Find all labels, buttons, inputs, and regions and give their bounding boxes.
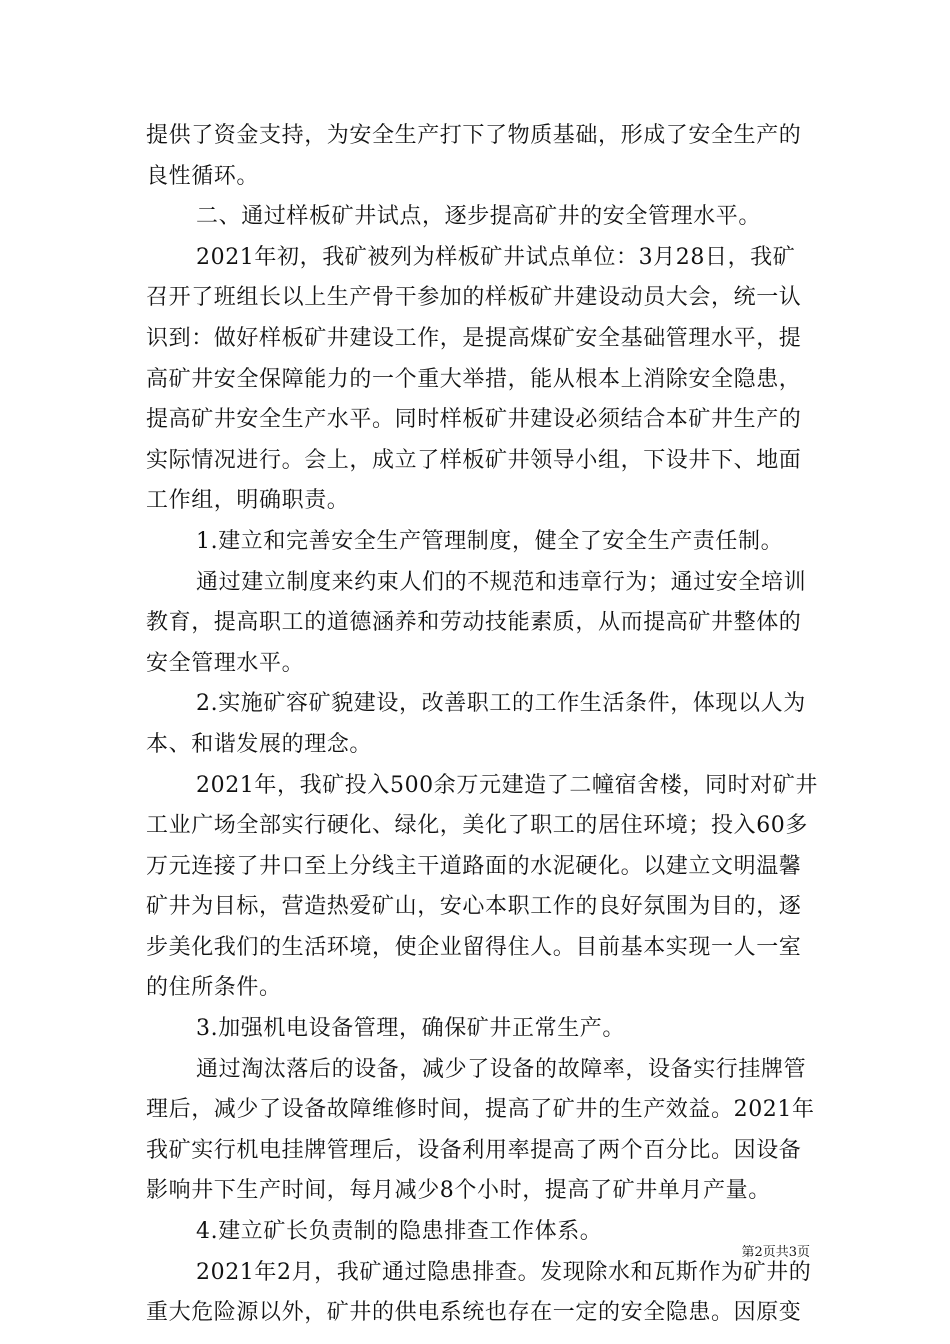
- text-line: 召开了班组长以上生产骨干参加的样板矿井建设动员大会，统一认: [146, 285, 802, 311]
- text-line: 良性循环。: [146, 163, 260, 189]
- text-line: 识到：做好样板矿井建设工作，是提高煤矿安全基础管理水平，提: [146, 325, 802, 351]
- text-line: 通过淘汰落后的设备，减少了设备的故障率，设备实行挂牌管: [196, 1056, 807, 1082]
- text-line: 工作组，明确职责。: [146, 488, 350, 514]
- text-line: 本、和谐发展的理念。: [146, 731, 373, 757]
- text-line: 2021年初，我矿被列为样板矿井试点单位：3月28日，我矿: [196, 244, 796, 270]
- text-line: 矿井为目标，营造热爱矿山，安心本职工作的良好氛围为目的，逐: [146, 894, 802, 920]
- text-line: 1.建立和完善安全生产管理制度，健全了安全生产责任制。: [196, 528, 784, 554]
- text-line: 2021年，我矿投入500余万元建造了二幢宿舍楼，同时对矿井: [196, 772, 818, 798]
- text-line: 二、通过样板矿井试点，逐步提高矿井的安全管理水平。: [196, 204, 762, 230]
- text-line: 3.加强机电设备管理，确保矿井正常生产。: [196, 1016, 625, 1042]
- text-line: 实际情况进行。会上，成立了样板矿井领导小组，下设井下、地面: [146, 447, 802, 473]
- text-line: 教育，提高职工的道德涵养和劳动技能素质，从而提高矿井整体的: [146, 610, 802, 636]
- text-line: 高矿井安全保障能力的一个重大举措，能从根本上消除安全隐患，: [146, 366, 802, 392]
- text-line: 安全管理水平。: [146, 650, 305, 676]
- text-line: 万元连接了井口至上分线主干道路面的水泥硬化。以建立文明温馨: [146, 853, 802, 879]
- text-line: 重大危险源以外，矿井的供电系统也存在一定的安全隐患。因原变: [146, 1300, 802, 1326]
- text-line: 通过建立制度来约束人们的不规范和违章行为；通过安全培训: [196, 569, 807, 595]
- page-number: 第2页共3页: [741, 1245, 810, 1260]
- text-line: 2.实施矿容矿貌建设，改善职工的工作生活条件，体现以人为: [196, 691, 806, 717]
- text-line: 的住所条件。: [146, 975, 282, 1001]
- text-line: 工业广场全部实行硬化、绿化，美化了职工的居住环境；投入60多: [146, 813, 808, 839]
- text-line: 我矿实行机电挂牌管理后，设备利用率提高了两个百分比。因设备: [146, 1137, 802, 1163]
- document-body: [146, 116, 818, 1334]
- text-line: 步美化我们的生活环境，使企业留得住人。目前基本实现一人一室: [146, 934, 802, 960]
- text-line: 影响井下生产时间，每月减少8个小时，提高了矿井单月产量。: [146, 1178, 771, 1204]
- text-line: 4.建立矿长负责制的隐患排查工作体系。: [196, 1219, 603, 1245]
- text-line: 理后，减少了设备故障维修时间，提高了矿井的生产效益。2021年: [146, 1097, 815, 1123]
- text-line: 2021年2月，我矿通过隐患排查。发现除水和瓦斯作为矿井的: [196, 1259, 812, 1285]
- text-line: 提供了资金支持，为安全生产打下了物质基础，形成了安全生产的: [146, 123, 802, 148]
- text-line: 提高矿井安全生产水平。同时样板矿井建设必须结合本矿井生产的: [146, 407, 802, 433]
